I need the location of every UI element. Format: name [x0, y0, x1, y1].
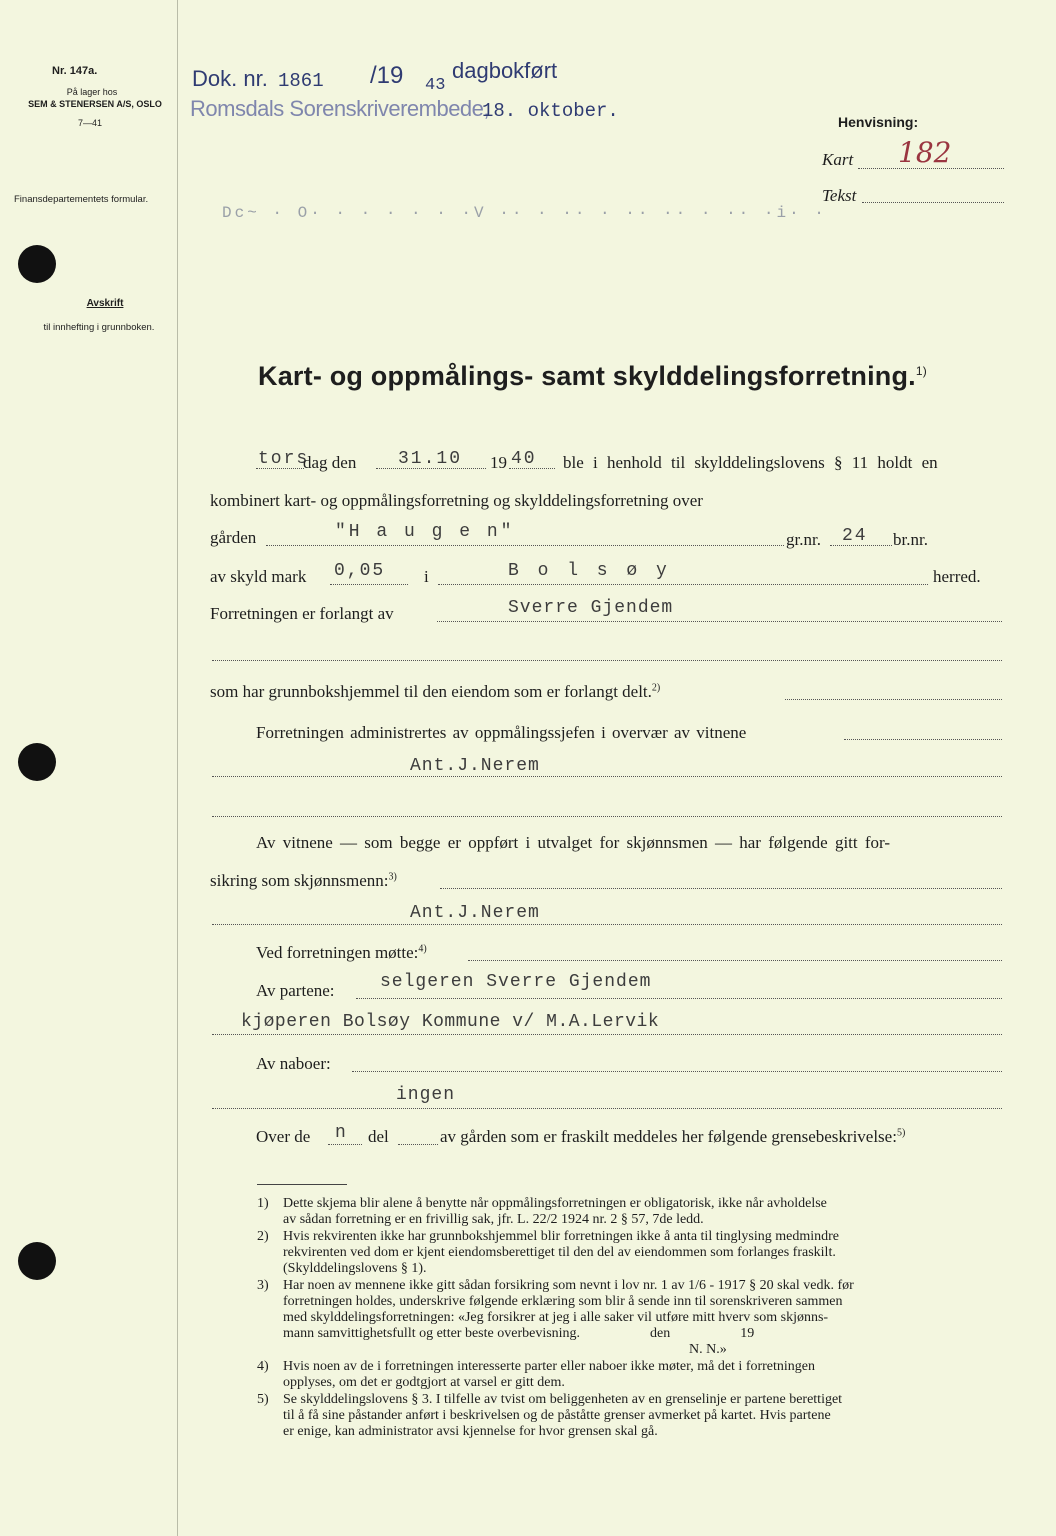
partene-value1: selgeren Sverre Gjendem	[380, 972, 652, 992]
dotted-line	[212, 816, 1002, 817]
dok-label: Dok. nr.	[192, 66, 268, 91]
partene-value2: kjøperen Bolsøy Kommune v/ M.A.Lervik	[241, 1012, 660, 1032]
dotted-line	[328, 1144, 362, 1145]
vitner-line1: Av vitnene — som begge er oppført i utvalget for skjønnsmen — har følgende gitt for-	[256, 833, 891, 852]
herred-value: B o l s ø y	[508, 561, 671, 581]
day-value: tors	[258, 449, 310, 469]
requested-label: Forretningen er forlangt av	[210, 604, 394, 623]
kart-number: 182	[898, 136, 952, 169]
dotted-line	[438, 584, 928, 585]
date-value: 31.10	[398, 449, 463, 469]
stamp-date: 18. oktober.	[482, 100, 619, 122]
grnr-value: 24	[842, 526, 868, 546]
punch-hole	[18, 743, 56, 781]
witness-value: Ant.J.Nerem	[410, 756, 540, 776]
year-value: 40	[511, 449, 537, 469]
dotted-line	[212, 1108, 1002, 1109]
bleed-through-text: Dc~ · O· · · · · · ·V ·· · ·· · ·· ·· · ·· ·i· ·	[222, 204, 827, 222]
footnote-5: 5) Se skylddelingslovens § 3. I tilfelle av tvist om beliggenheten av en grenselinje er partene berettiget til å få sine påstander anført i beskrivelsen og de påståtte grenser avmerket på kartet. Hvis partene er enige, kan administrator avsi kjennelse for hvor grensen skal gå.	[257, 1392, 843, 1439]
requested-value: Sverre Gjendem	[508, 598, 674, 618]
vitner-line2: sikring som skjønnsmenn:$^{3)}$	[210, 871, 397, 890]
form-number: Nr. 147a.	[52, 65, 98, 77]
printer-line1: På lager hos	[66, 87, 118, 97]
skjonn-value: Ant.J.Nerem	[410, 903, 540, 923]
punch-hole	[18, 245, 56, 283]
kart-label: Kart	[822, 150, 854, 169]
farm-value: "H a u g e n"	[335, 522, 515, 542]
footnote-3: 3) Har noen av mennene ikke gitt sådan forsikring som nevnt i lov nr. 1 av 1/6 - 1917 § 20 skal vedk. før forretningen holdes, underskrive følgende erklæring som blir å sende inn til sorenskriveren sammen med skylddelingsforretningen: «Jeg forsikrer at jeg i alle saker vil utføre mitt hverv som skjønns- mann samvittighetsfullt og etter beste overbevisning. den 19 N. N.»	[257, 1278, 854, 1357]
year-prefix: /19	[370, 62, 404, 89]
dotted-line	[212, 776, 1002, 777]
dotted-line	[212, 924, 1002, 925]
tekst-dotted-line	[862, 202, 1004, 203]
reference-heading: Henvisning:	[838, 114, 919, 130]
tekst-label: Tekst	[822, 186, 857, 205]
punch-hole	[18, 1242, 56, 1280]
dotted-line	[785, 699, 1002, 700]
over-value: n	[335, 1123, 348, 1143]
dotted-line	[212, 1034, 1002, 1035]
dotted-line	[352, 1071, 1002, 1072]
skyld-label: av skyld mark	[210, 567, 307, 586]
year-prefix: 19	[490, 453, 507, 472]
admin-text: Forretningen administrertes av oppmålingssjefen i overvær av vitnene	[256, 723, 747, 742]
dotted-line	[468, 960, 1002, 961]
printer-date: 7—41	[77, 118, 103, 128]
naboer-value: ingen	[396, 1085, 456, 1105]
dagbokfort-stamp: dagbokført	[452, 58, 558, 83]
dotted-line	[437, 621, 1002, 622]
dotted-line	[356, 998, 1002, 999]
office-stamp: Romsdals Sorenskriverembede,	[190, 96, 490, 121]
naboer-label: Av naboer:	[256, 1054, 331, 1073]
footnote-2: 2) Hvis rekvirenten ikke har grunnbokshjemmel blir forretningen ikke å anta til tinglysing medmindre rekvirenten ved dom er kjent eiendomsberettiget til den del av eiendommen som forlanges fraskilt. (Skylddelingslovens § 1).	[257, 1229, 839, 1276]
skyld-value: 0,05	[334, 561, 386, 581]
line2-text: kombinert kart- og oppmålingsforretning og skylddelingsforretning over	[210, 491, 703, 510]
dotted-line	[509, 468, 555, 469]
dotted-line	[330, 584, 408, 585]
grunnbok-text: som har grunnbokshjemmel til den eiendom som er forlangt delt.$^{2)}$	[210, 682, 661, 701]
farm-label: gården	[210, 528, 257, 547]
ministry-formular: Finansdepartementets formular.	[14, 194, 149, 205]
dotted-line	[212, 660, 1002, 661]
grense-text: av gården som er fraskilt meddeles her følgende grensebeskrivelse:$^{5)}$	[440, 1127, 906, 1146]
footnote-1: 1) Dette skjema blir alene å benytte når oppmålingsforretningen er obligatorisk, ikke når avholdelse av sådan forretning er en frivillig sak, jfr. L. 22/2 1924 nr. 2 § 57, 7de ledd.	[257, 1196, 827, 1227]
dotted-line	[830, 545, 892, 546]
dotted-line	[844, 739, 1002, 740]
dotted-line	[266, 545, 784, 546]
herred-label: herred.	[933, 567, 981, 586]
margin-rule	[177, 0, 178, 1536]
footnote-rule	[257, 1184, 347, 1185]
dotted-line	[440, 888, 1002, 889]
copy-label: Avskrift	[86, 298, 124, 309]
copy-note: til innhefting i grunnboken.	[43, 322, 155, 333]
dotted-line	[398, 1144, 438, 1145]
year-suffix: 43	[425, 76, 446, 95]
printer-line2: SEM & STENERSEN A/S, OSLO	[28, 99, 162, 109]
dotted-line	[256, 468, 304, 469]
line1-text: ble i henhold til skylddelingslovens § 11 holdt en	[563, 453, 938, 472]
dotted-line	[376, 468, 486, 469]
form-title: Kart- og oppmålings- samt skylddelingsforretning.$^{1)}$	[258, 361, 927, 391]
motte-text: Ved forretningen møtte:$^{4)}$	[256, 943, 427, 962]
dok-number: 1861	[278, 70, 324, 92]
grnr-label: gr.nr.	[786, 530, 821, 549]
brnr-label: br.nr.	[893, 530, 928, 549]
over-label: Over de	[256, 1127, 311, 1146]
del-label: del	[368, 1127, 389, 1146]
day-suffix: dag den	[303, 453, 357, 472]
footnote-4: 4) Hvis noen av de i forretningen interesserte parter eller naboer ikke møter, må det i forretningen opplyses, om det er godtgjort at varsel er gitt dem.	[257, 1359, 816, 1390]
i-label: i	[424, 567, 429, 586]
partene-label: Av partene:	[256, 981, 335, 1000]
footnotes	[257, 1196, 1007, 1440]
